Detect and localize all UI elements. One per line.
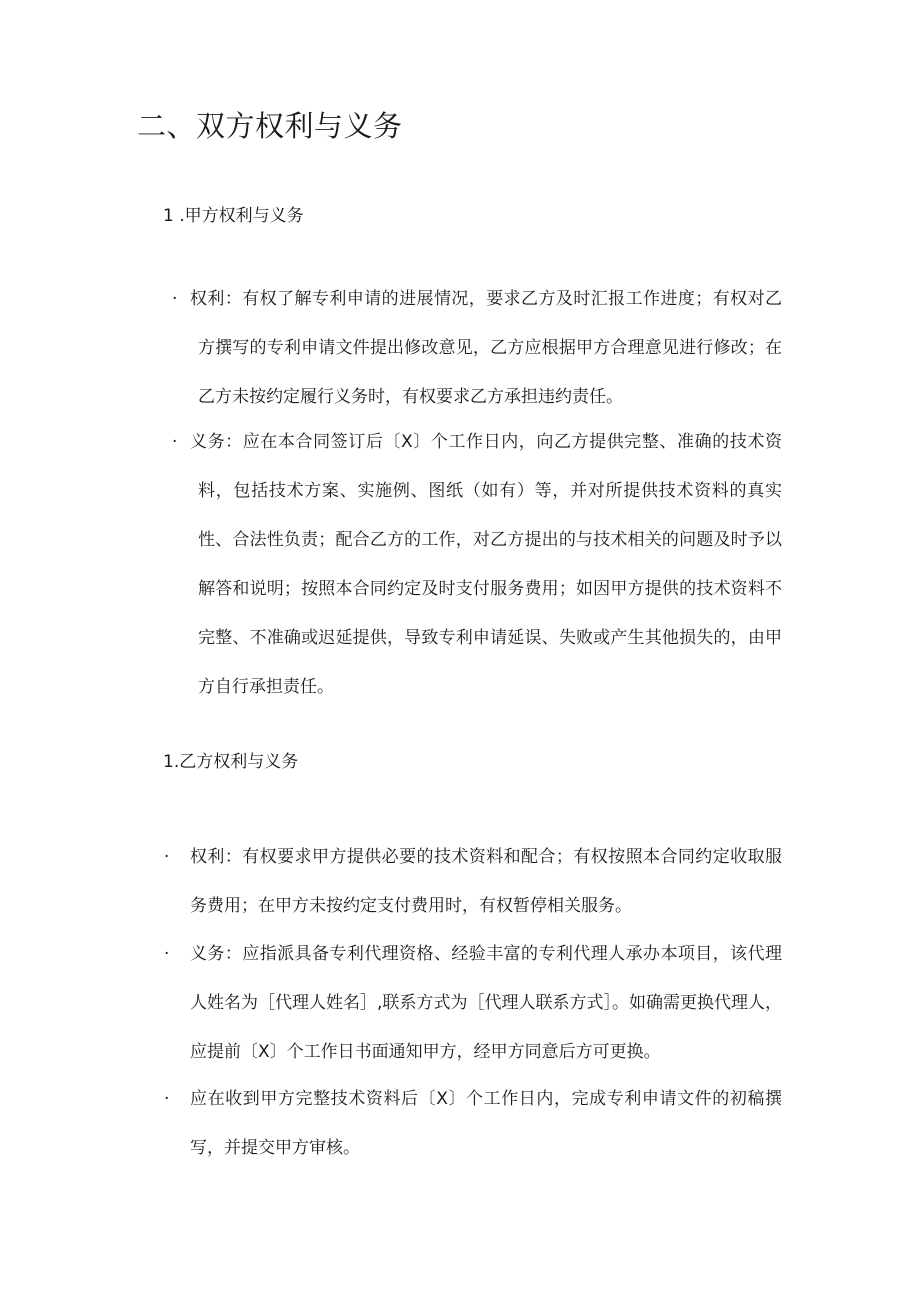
party-b-obligations-item [164,930,782,1077]
party-a-obligations-item [172,418,782,712]
section-title: 二、双方权利与义务 [137,109,403,143]
party-a-rights-text: 权利：有权了解专利申请的进展情况，要求乙方及时汇报工作进度；有权对乙方撰写的专利申请文件提出修改意见，乙方应根据甲方合理意见进行修改；在乙方未按约定履行义务时，有权要求乙方承担违约责任。 [190,289,782,407]
party-b-draft-item [164,1075,782,1173]
bullet-dot: · [172,432,178,452]
party-b-rights-item [164,833,782,931]
party-b-draft-text: 应在收到甲方完整技术资料后〔X〕个工作日内，完成专利申请文件的初稿撰写，并提交甲方审核。 [190,1089,782,1158]
party-a-obligations-text: 义务：应在本合同签订后〔X〕个工作日内，向乙方提供完整、准确的技术资料，包括技术方案、实施例、图纸（如有）等，并对所提供技术资料的真实性、合法性负责；配合乙方的工作，对乙方提出的与技术相关的问题及时予以解答和说明；按照本合同约定及时支付服务费用；如因甲方提供的技术资料不完整、不准确或迟延提供，导致专利申请延误、失败或产生其他损失的，由甲方自行承担责任。 [190,432,782,697]
party-b-heading: 1.乙方权利与义务 [163,752,299,772]
party-a-heading: 1 .甲方权利与义务 [163,206,304,226]
bullet-dot: · [164,944,170,964]
bullet-dot: · [172,289,178,309]
party-a-rights-item [172,275,782,422]
bullet-dot: · [164,847,170,867]
party-b-rights-text: 权利：有权要求甲方提供必要的技术资料和配合；有权按照本合同约定收取服务费用；在甲方未按约定支付费用时，有权暂停相关服务。 [190,847,782,916]
party-b-obligations-text: 义务：应指派具备专利代理资格、经验丰富的专利代理人承办本项目，该代理人姓名为［代理人姓名］,联系方式为［代理人联系方式］。如确需更换代理人，应提前〔X〕个工作日书面通知甲方，经甲方同意后方可更换。 [190,944,782,1062]
bullet-dot: · [164,1089,170,1109]
